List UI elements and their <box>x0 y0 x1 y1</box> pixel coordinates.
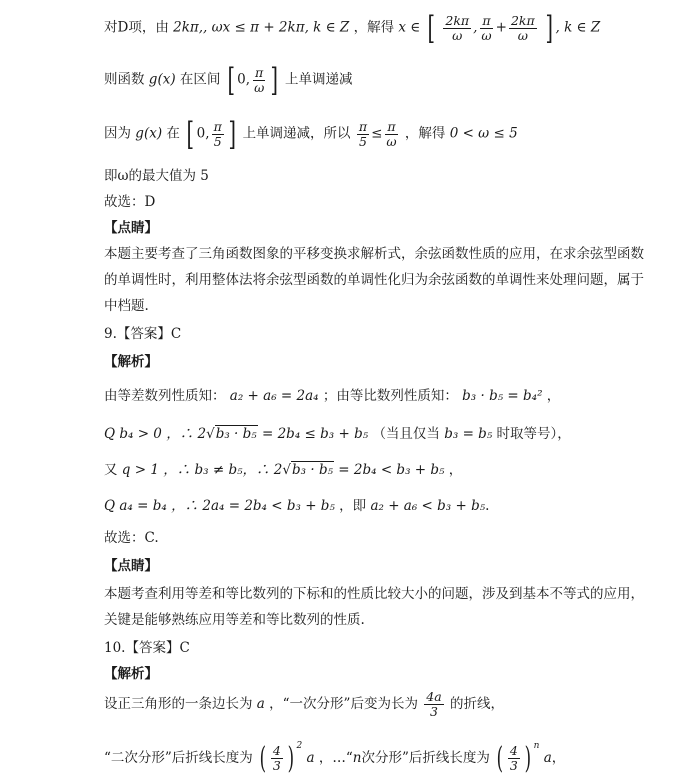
text: 的折线， <box>449 695 504 712</box>
math-var: a <box>543 750 552 766</box>
line-answer-d: 故选：D <box>104 194 156 210</box>
text: ；由等比数列性质知： <box>322 388 458 404</box>
math-var: a <box>256 695 265 712</box>
numerator: π <box>387 118 396 134</box>
line-conclusion <box>104 496 489 516</box>
paragraph-line: 的单调性时，利用整体法将余弦型函数的单调性化归为余弦函数的单调性来处理问题，属于 <box>104 272 644 288</box>
text: ，解得 <box>353 19 395 36</box>
fraction <box>384 120 398 149</box>
exponent: 2 <box>296 741 303 751</box>
math-ineq: ，∴ 2a₄ = 2b₄ < b₃ + b₅ <box>171 498 335 514</box>
math-func: g(x) <box>148 71 176 88</box>
text: （当且仅当 <box>372 426 440 442</box>
comma: , <box>473 19 478 36</box>
sqrt-sign: √ <box>206 426 215 442</box>
fraction <box>424 690 443 719</box>
text: ，即 <box>339 498 367 514</box>
text: 在 <box>166 125 180 142</box>
bracket-right: ] <box>545 9 553 47</box>
line-fractal-length <box>104 736 565 774</box>
sqrt-sign: √ <box>282 462 292 478</box>
text: 上单调递减，所以 <box>242 125 351 142</box>
text: ， <box>448 462 463 478</box>
denominator: ω <box>452 27 463 43</box>
math-q: q > 1 <box>121 462 159 478</box>
text: ，“一次分形”后变为长为 <box>269 695 418 712</box>
text: ，解得 <box>404 125 446 142</box>
paren-right: ) <box>287 740 294 776</box>
comma: , <box>555 19 560 36</box>
denominator: ω <box>481 27 492 43</box>
math-inequality: 2kπ,, ωx ≤ π + 2kπ, k ∈ Z <box>173 19 350 36</box>
math-arith: a₂ + a₆ = 2a₄ <box>229 388 319 404</box>
math-therefore: ，∴ b₃ ≠ b₅，∴ 2 <box>163 462 283 478</box>
heading-answer-10: 10.【答案】C <box>104 640 190 656</box>
heading-analysis: 【解析】 <box>104 666 158 682</box>
denominator: 3 <box>272 758 281 773</box>
sqrt-content: b₃ · b₅ <box>292 462 333 478</box>
text: 对D项，由 <box>104 19 169 36</box>
fraction <box>357 120 369 149</box>
text: . <box>485 498 490 514</box>
fraction <box>271 744 283 773</box>
line-side-length <box>104 690 504 719</box>
exponent: n <box>533 741 540 751</box>
math-var: x ∈ <box>398 19 421 36</box>
numerator: 4a <box>426 689 442 704</box>
math-result: a₂ + a₆ < b₃ + b₅ <box>370 498 486 514</box>
math-therefore: ，∴ 2 <box>166 426 207 442</box>
fraction <box>479 14 493 43</box>
line-sequence-props <box>104 386 560 406</box>
paragraph-line: 本题考查利用等差和等比数列的下标和的性质比较大小的问题，涉及到基本不等式的应用， <box>104 586 644 602</box>
numerator: 2kπ <box>445 12 470 28</box>
heading-comment: 【点睛】 <box>104 220 158 236</box>
math-eq: b₃ = b₅ <box>444 426 493 442</box>
paren-right: ) <box>524 740 531 776</box>
numerator: 4 <box>272 743 281 759</box>
fraction <box>212 120 224 149</box>
bracket-left: [ <box>427 9 435 47</box>
math-cond: Q a₄ = b₄ <box>104 498 167 514</box>
bracket-left: [ <box>227 61 235 99</box>
line-q-gt-1 <box>104 460 462 480</box>
text: 则函数 <box>104 71 145 88</box>
numerator: π <box>255 64 264 80</box>
heading-comment: 【点睛】 <box>104 558 158 574</box>
math-func: g(x) <box>135 125 163 142</box>
denominator: 5 <box>358 133 367 149</box>
numerator: π <box>358 118 368 134</box>
text: 次分形”后折线长度为 <box>361 750 490 766</box>
numerator: π <box>213 118 222 134</box>
paragraph-line: 关键是能够熟练应用等差和等比数列的性质. <box>104 612 365 628</box>
text: 由等差数列性质知： <box>104 388 226 404</box>
paragraph-line: 本题主要考查了三角函数图象的平移变换求解析式，余弦函数性质的应用，在求余弦型函数 <box>104 246 644 262</box>
plus: + <box>495 19 507 36</box>
fraction <box>508 744 520 773</box>
math-ineq: = 2b₄ < b₃ + b₅ <box>338 462 445 478</box>
text: 上单调递减 <box>285 71 353 88</box>
bracket-right: ] <box>270 61 279 99</box>
heading-answer-9: 9.【答案】C <box>104 326 182 342</box>
denominator: ω <box>386 133 397 149</box>
math-zero: 0, <box>196 125 210 142</box>
math-geom: b₃ · b₅ = b₄² <box>462 388 543 404</box>
text: ， <box>551 750 566 766</box>
line-am-gm <box>104 424 571 444</box>
text: 在区间 <box>179 71 221 88</box>
numerator: π <box>482 12 491 28</box>
text: 因为 <box>104 125 131 142</box>
denominator: ω <box>517 27 528 43</box>
line-because <box>104 115 518 153</box>
numerator: 4 <box>509 743 518 759</box>
text: 设正三角形的一条边长为 <box>104 695 253 712</box>
denominator: 5 <box>213 133 222 149</box>
line-max-value: 即ω的最大值为 5 <box>104 168 209 184</box>
fraction <box>509 14 537 43</box>
text: 又 <box>104 462 118 478</box>
sqrt-content: b₃ · b₅ <box>215 426 257 442</box>
paragraph-line: 中档题. <box>104 298 149 314</box>
bracket-left: [ <box>186 115 195 153</box>
line-answer-c: 故选：C. <box>104 530 159 546</box>
paren-left: ( <box>259 740 267 776</box>
math-var: a <box>306 750 315 766</box>
math-zero: 0, <box>237 71 251 88</box>
text: ， <box>546 388 561 404</box>
numerator: 2kπ <box>510 12 535 28</box>
leq: ≤ <box>371 125 383 142</box>
math-cond: Q b₄ > 0 <box>104 426 162 442</box>
denominator: ω <box>254 79 265 95</box>
math-set: k ∈ Z <box>564 19 601 36</box>
text: 时取等号）， <box>496 426 571 442</box>
denominator: 3 <box>509 758 518 773</box>
line-d-option <box>104 9 601 47</box>
bracket-right: ] <box>228 115 236 153</box>
paren-left: ( <box>496 740 504 776</box>
math-ineq: = 2b₄ ≤ b₃ + b₅ <box>261 426 369 442</box>
heading-analysis: 【解析】 <box>104 354 158 370</box>
text: ，…“ <box>318 750 353 766</box>
fraction <box>443 14 471 43</box>
math-n: n <box>352 750 362 766</box>
text: “二次分形”后折线长度为 <box>104 750 253 766</box>
denominator: 3 <box>429 703 438 719</box>
line-monotone-interval <box>104 61 353 99</box>
fraction <box>252 66 266 95</box>
math-result: 0 < ω ≤ 5 <box>449 125 518 142</box>
